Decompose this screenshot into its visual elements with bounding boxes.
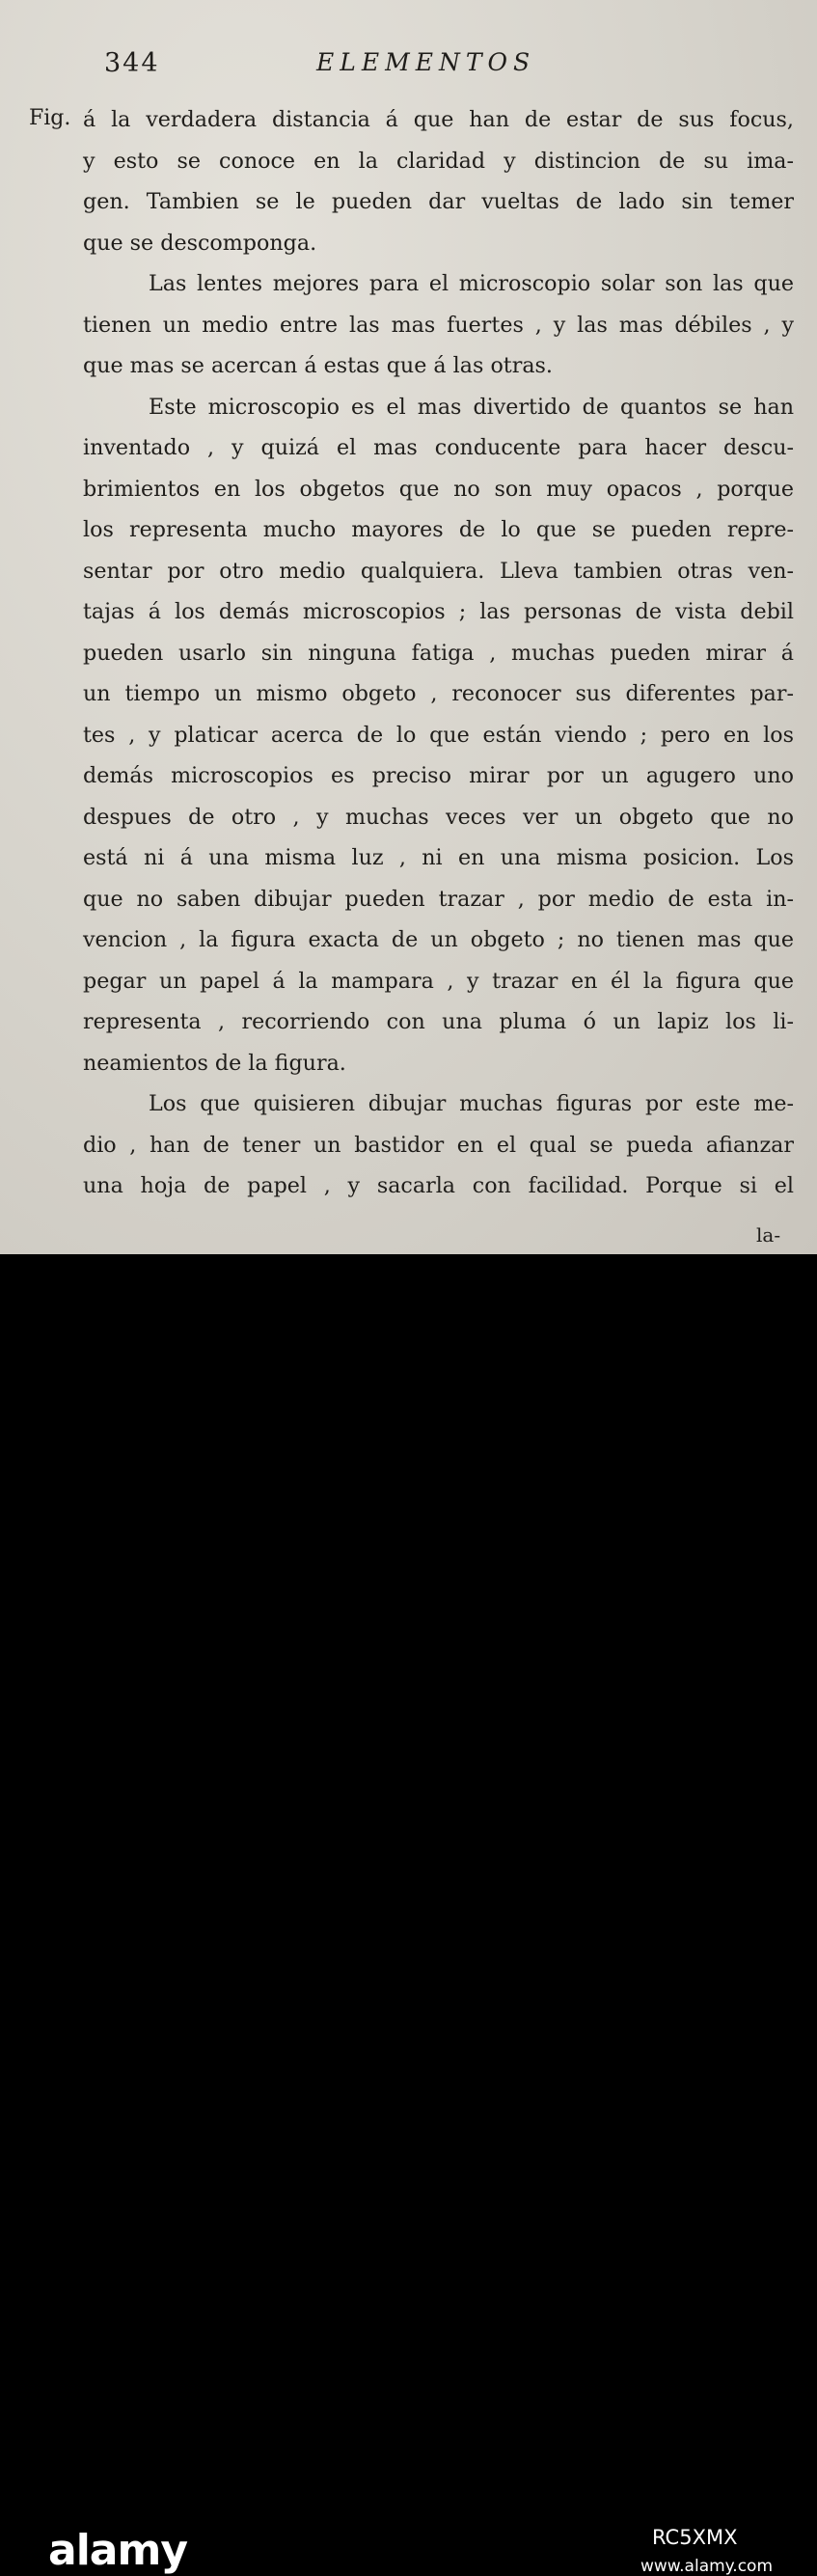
paragraph [83,1083,794,1207]
fig-margin-label: Fig. [29,106,71,130]
site-url: www.alamy.com [640,2557,774,2576]
watermark-footer [0,1254,817,2576]
text-line: una hoja de papel , y sacarla con facilidad. Porque si el [83,1173,794,1198]
text-line: pueden usarlo sin ninguna fatiga , muchas pueden mirar á [83,640,794,666]
text-line: tes , y platicar acerca de lo que están viendo ; pero en los [83,722,794,748]
text-line: está ni á una misma luz , ni en una misma posicion. Los [83,845,794,870]
text-line: vencion , la figura exacta de un obgeto ; no tienen mas que [83,927,794,952]
catchword: la- [756,1223,781,1247]
paragraph [83,99,794,263]
text-line: tajas á los demás microscopios ; las personas de vista debil [83,599,794,624]
text-line: los representa mucho mayores de lo que se pueden repre- [83,517,794,542]
image-id: RC5XMX [652,2526,738,2549]
alamy-logo: alamy [48,2526,187,2575]
text-line: demás microscopios es preciso mirar por un agugero uno [83,763,794,788]
text-line: sentar por otro medio qualquiera. Lleva tambien otras ven- [83,558,794,584]
text-line: Los que quisieren dibujar muchas figuras por este me- [149,1091,794,1116]
text-line: y esto se conoce en la claridad y distincion de su ima- [83,148,794,174]
text-line: representa , recorriendo con una pluma ó un lapiz los li- [83,1009,794,1034]
paragraph [83,387,794,1084]
text-line: que no saben dibujar pueden trazar , por medio de esta in- [83,886,794,912]
text-line: Las lentes mejores para el microscopio solar son las que [149,271,794,296]
text-line: pegar un papel á la mampara , y trazar en él la figura que [83,968,794,994]
page-number: 344 [104,48,160,78]
text-line: Este microscopio es el mas divertido de quantos se han [149,394,794,420]
text-line: á la verdadera distancia á que han de estar de sus focus, [83,107,794,132]
running-head [0,48,817,87]
text-line: brimientos en los obgetos que no son muy opacos , porque [83,476,794,502]
paragraph [83,263,794,387]
text-line: dio , han de tener un bastidor en el qual se pueda afianzar [83,1132,794,1158]
body-text [83,99,794,1207]
text-line: gen. Tambien se le pueden dar vueltas de lado sin temer [83,189,794,214]
text-line: que se descomponga. [83,230,317,256]
text-line: un tiempo un mismo obgeto , reconocer sus diferentes par- [83,681,794,706]
text-line: neamientos de la figura. [83,1050,346,1076]
text-line: tienen un medio entre las mas fuertes , y las mas débiles , y [83,312,794,338]
page-title: ELEMENTOS [316,48,536,76]
text-line: que mas se acercan á estas que á las otras. [83,353,553,378]
text-line: despues de otro , y muchas veces ver un obgeto que no [83,804,794,830]
text-line: inventado , y quizá el mas conducente para hacer descu- [83,435,794,460]
book-page [0,0,817,1254]
